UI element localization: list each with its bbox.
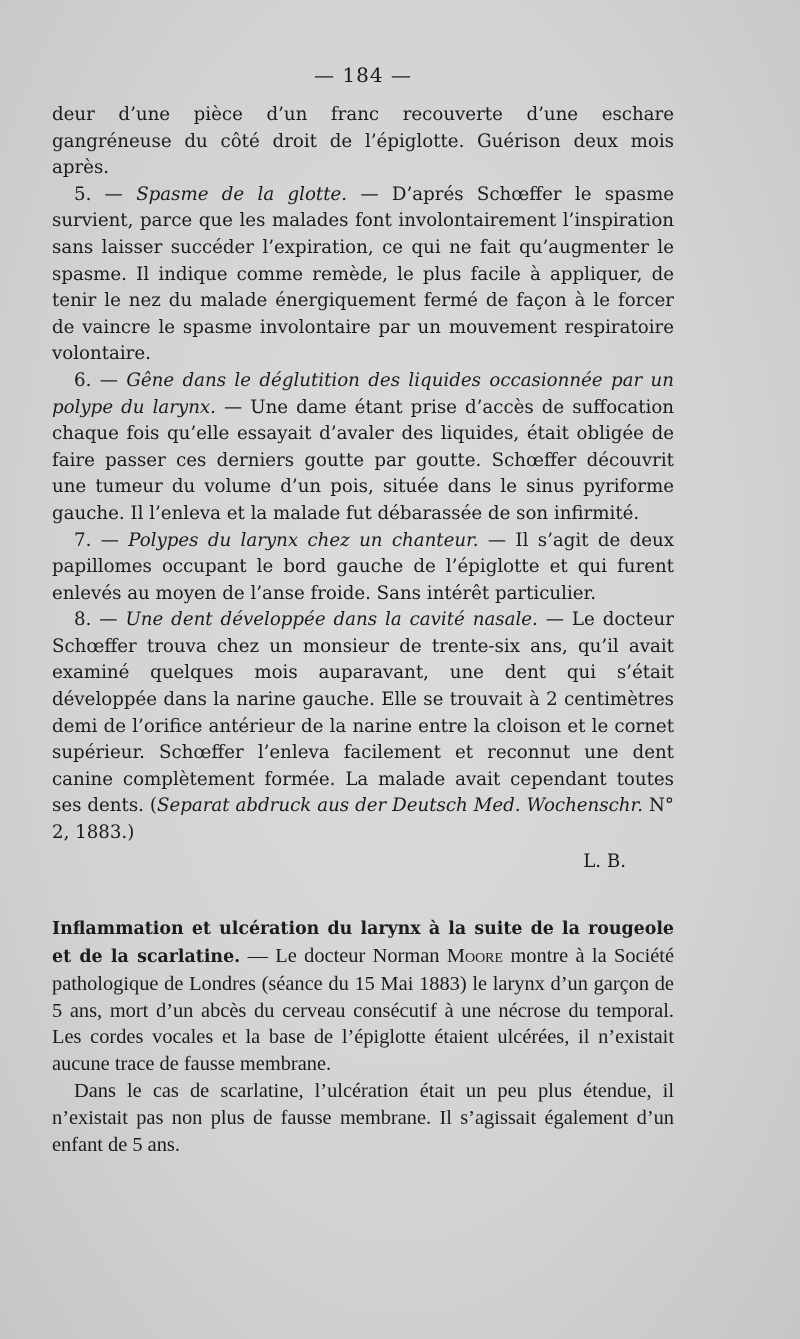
document-page [52, 62, 674, 1158]
item-7-paragraph [52, 528, 674, 608]
section2-intro: — Le docteur Norman [247, 945, 440, 968]
item-8-ref-rest: N° 2, 1883.) [52, 795, 674, 844]
section2-author: Moore [446, 945, 504, 968]
continuation-paragraph: deur d’une pièce d’un franc recouverte d’une eschare gangréneuse du côté droit de l’épiglotte. Guérison deux mois après. [52, 104, 674, 179]
item-8-title: Une dent développée dans la cavité nasale. [125, 609, 538, 631]
item-6-paragraph [52, 368, 674, 528]
item-8-number: 8. — [74, 609, 118, 631]
item-5-title: Spasme de la glotte. [136, 183, 348, 205]
item-5-paragraph [52, 182, 674, 368]
item-8-ref-open: ( [149, 795, 158, 817]
item-5-body: — D’aprés Schœffer le spasme survient, parce que les malades font involontairement l’inspiration sans laisser succéder l’expiration, ce qui ne fait qu’augmenter le spasme. Il indique comme remède, le plus facile à appliquer, de tenir le nez du malade énergiquement fermé de façon à le forcer de vaincre le spasme involontaire par un mouvement respiratoire volontaire. [52, 183, 674, 365]
section2-title: Inflammation et ulcération du larynx à la suite de la rougeole et de la scarlatine. [52, 919, 674, 968]
signature: L. B. [583, 850, 626, 872]
item-6-number: 6. — [74, 369, 118, 391]
item-8-paragraph [52, 607, 674, 846]
item-5-number: 5. — [74, 183, 123, 205]
page-number: — 184 — [314, 63, 412, 87]
item-7-number: 7. — [74, 529, 119, 551]
item-8-body: — Le docteur Schœffer trouva chez un monsieur de trente-six ans, qu’il avait examiné quelques mois auparavant, une dent qui s’était développée dans la narine gauche. Elle se trouvait à 2 centimètres demi de l’orifice antérieur de la narine entre la cloison et le cornet supérieur. Schœffer l’enleva facilement et reconnut une dent canine complètement formée. La malade avait cependant toutes ses dents. [52, 609, 674, 817]
item-6-body: — Une dame étant prise d’accès de suffocation chaque fois qu’elle essayait d’avaler des liquides, était obligée de faire passer ces derniers goutte par goutte. Schœffer découvrit une tumeur du volume d’un pois, située dans le sinus pyriforme gauche. Il l’enleva et la malade fut débarassée de son infirmité. [52, 396, 674, 524]
section2-body1: montre à la Société pathologique de Londres (séance du 15 Mai 1883) le larynx d’un garçon de 5 ans, mort d’un abcès du cerveau consécutif à une nécrose du temporal. Les cordes vocales et la base de l’épiglotte étaient ulcérées, il n’existait aucune trace de fausse membrane. [52, 945, 675, 1076]
item-7-title: Polypes du larynx chez un chanteur. [128, 529, 479, 551]
section-inflammation [52, 915, 674, 1158]
section2-paragraph-1 [52, 915, 674, 1078]
item-7-body: — Il s’agit de deux papillomes occupant le bord gauche de l’épiglotte et qui furent enlevés au moyen de l’anse froide. Sans intérêt particulier. [52, 529, 674, 604]
item-8-ref-title: Separat abdruck aus der Deutsch Med. Wochenschr. [157, 795, 643, 817]
section2-paragraph-2: Dans le cas de scarlatine, l’ulcération était un peu plus étendue, il n’existait pas non plus de fausse membrane. Il s’agissait également d’un enfant de 5 ans. [52, 1080, 674, 1156]
item-6-title: Gêne dans le déglutition des liquides occasionnée par un polype du larynx. [52, 369, 674, 418]
section-divider-space [52, 875, 674, 915]
